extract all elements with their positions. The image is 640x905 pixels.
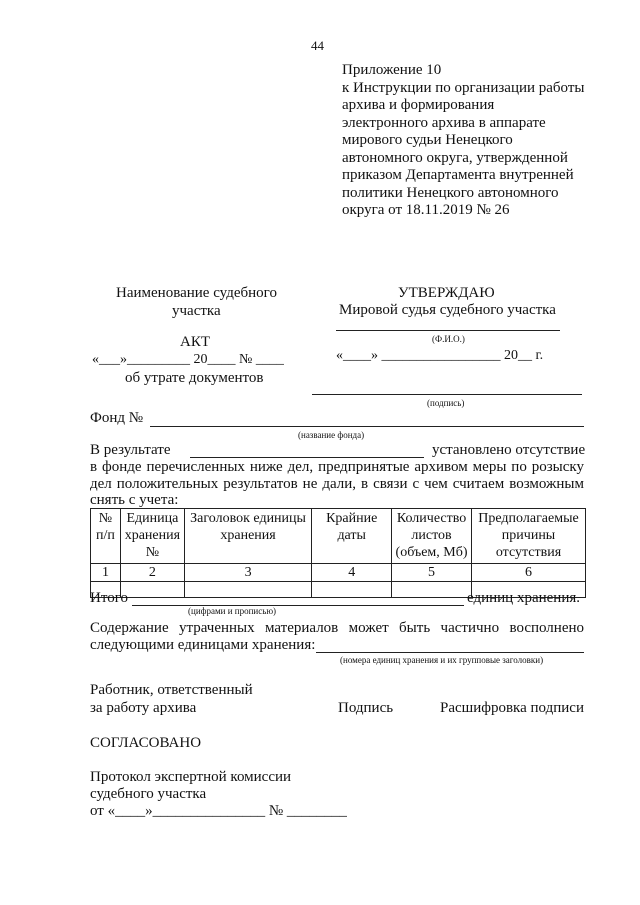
content-line2: следующими единицами хранения: bbox=[90, 637, 316, 653]
court-name-line2: участка bbox=[172, 303, 221, 319]
table-number-row bbox=[91, 564, 586, 582]
result-line1-start: В результате bbox=[90, 442, 171, 458]
content-line1: Содержание утраченных материалов может быть частично восполнено bbox=[90, 620, 584, 636]
appendix-line: к Инструкции по организации работы bbox=[342, 79, 585, 96]
header-cell-sheets: Количество листов (объем, Мб) bbox=[392, 509, 472, 564]
appendix-line: архива и формирования bbox=[342, 97, 495, 113]
column-number: 5 bbox=[392, 564, 472, 582]
lost-documents-table bbox=[90, 508, 586, 598]
approve-date-line: «____» _________________ 20__ г. bbox=[336, 348, 544, 363]
protocol-line1: Протокол экспертной комиссии bbox=[90, 769, 292, 785]
result-line4: снять с учета: bbox=[90, 492, 179, 508]
total-label: Итого bbox=[90, 590, 128, 606]
appendix-line: автономного округа, утвержденной bbox=[342, 149, 568, 166]
appendix-line: округа от 18.11.2019 № 26 bbox=[342, 202, 510, 218]
act-title: АКТ bbox=[180, 334, 210, 350]
appendix-block bbox=[342, 62, 585, 220]
header-cell-title: Заголовок единицы хранения bbox=[184, 509, 311, 564]
agreed-title: СОГЛАСОВАНО bbox=[90, 735, 202, 751]
signature-label: Подпись bbox=[338, 700, 394, 716]
header-cell-dates: Крайние даты bbox=[312, 509, 392, 564]
fond-line bbox=[150, 426, 584, 427]
court-name-line1: Наименование судебного bbox=[116, 285, 277, 301]
header-cell-unit: Единица хранения № bbox=[120, 509, 184, 564]
fio-line bbox=[336, 330, 560, 331]
decoding-label: Расшифровка подписи bbox=[440, 700, 584, 716]
act-date-line: «___»_________ 20____ № ____ bbox=[92, 352, 284, 367]
fond-label: Фонд № bbox=[90, 410, 144, 426]
protocol-line3: от «____»_______________ № ________ bbox=[90, 803, 347, 819]
appendix-line: мирового судьи Ненецкого bbox=[342, 132, 513, 148]
content-caption: (номера единиц хранения и их групповые заголовки) bbox=[340, 655, 544, 665]
act-subject: об утрате документов bbox=[125, 370, 264, 386]
page-number: 44 bbox=[311, 38, 324, 53]
column-number: 4 bbox=[312, 564, 392, 582]
approve-title: УТВЕРЖДАЮ bbox=[398, 285, 495, 301]
column-number: 2 bbox=[120, 564, 184, 582]
result-line1-end: установлено отсутствие bbox=[432, 442, 586, 458]
judge-label: Мировой судья судебного участка bbox=[339, 302, 556, 318]
column-number: 3 bbox=[184, 564, 311, 582]
worker-line2: за работу архива bbox=[90, 700, 197, 716]
worker-line1: Работник, ответственный bbox=[90, 682, 253, 698]
appendix-line: политики Ненецкого автономного bbox=[342, 184, 559, 201]
header-cell-number: № п/п bbox=[91, 509, 121, 564]
content-line bbox=[316, 652, 584, 653]
signature-line bbox=[312, 394, 582, 395]
total-suffix: единиц хранения. bbox=[467, 590, 580, 606]
fio-caption: (Ф.И.О.) bbox=[432, 334, 465, 344]
appendix-line: приказом Департамента внутренней bbox=[342, 167, 574, 183]
appendix-line: Приложение 10 bbox=[342, 62, 442, 78]
header-cell-reasons: Предполагаемые причины отсутствия bbox=[472, 509, 586, 564]
signature-caption: (подпись) bbox=[427, 398, 465, 408]
result-blank-line bbox=[190, 457, 424, 458]
column-number: 1 bbox=[91, 564, 121, 582]
table-header-row bbox=[91, 509, 586, 564]
total-line bbox=[132, 605, 464, 606]
result-line3: дел положительных результатов не дали, в связи с чем считаем возможным bbox=[90, 476, 584, 492]
appendix-line: электронного архива в аппарате bbox=[342, 114, 546, 131]
result-line2: в фонде перечисленных ниже дел, предпринятые архивом меры по розыску bbox=[90, 459, 584, 475]
column-number: 6 bbox=[472, 564, 586, 582]
fond-caption: (название фонда) bbox=[298, 430, 365, 440]
protocol-line2: судебного участка bbox=[90, 786, 207, 802]
total-caption: (цифрами и прописью) bbox=[188, 606, 277, 616]
